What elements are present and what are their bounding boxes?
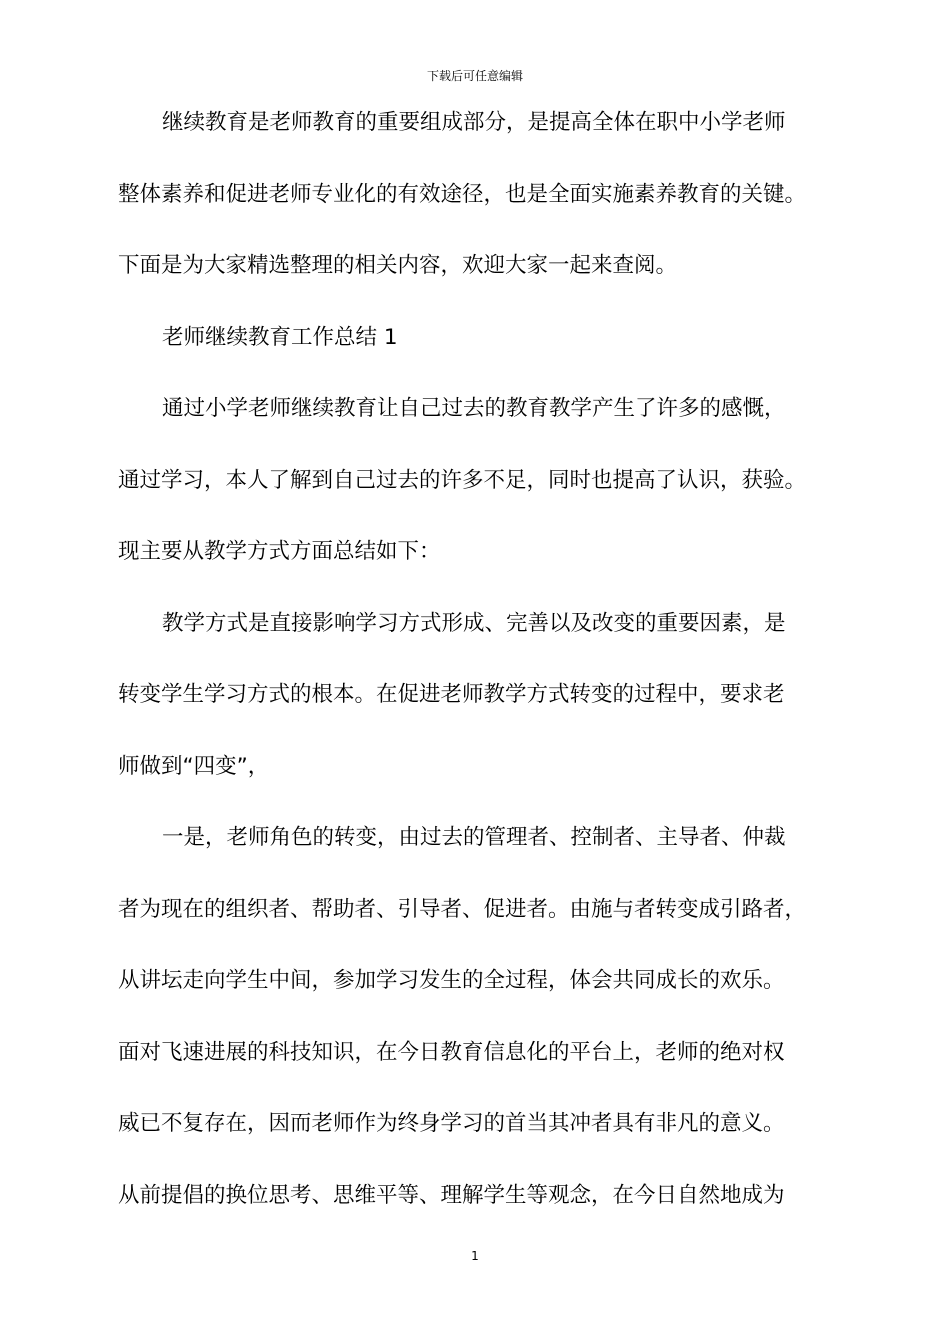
- paragraph-line: 整体素养和促进老师专业化的有效途径，也是全面实施素养教育的关键。: [118, 181, 807, 207]
- paragraph-line: 威已不复存在，因而老师作为终身学习的首当其冲者具有非凡的意义。: [118, 1111, 785, 1136]
- paragraph-line: 一是，老师角色的转变，由过去的管理者、控制者、主导者、仲裁: [162, 825, 786, 850]
- paragraph-line: 转变学生学习方式的根本。在促进老师教学方式转变的过程中，要求老: [118, 682, 785, 707]
- paragraph-line: 教学方式是直接影响学习方式形成、完善以及改变的重要因素，是: [162, 610, 786, 636]
- paragraph-line: 者为现在的组织者、帮助者、引导者、促进者。由施与者转变成引路者，: [118, 896, 807, 922]
- paragraph-line: 师做到“四变”，: [118, 753, 270, 779]
- paragraph-line: 继续教育是老师教育的重要组成部分，是提高全体在职中小学老师: [162, 110, 786, 135]
- paragraph-line: 从前提倡的换位思考、思维平等、理解学生等观念，在今日自然地成为: [118, 1182, 785, 1208]
- paragraph-line: 面对飞速进展的科技知识，在今日教育信息化的平台上，老师的绝对权: [118, 1039, 785, 1065]
- paragraph-line: 从讲坛走向学生中间，参加学习发生的全过程，体会共同成长的欢乐。: [118, 968, 785, 993]
- page-number: 1: [471, 1249, 479, 1263]
- page-header: 下载后可任意编辑: [426, 69, 523, 83]
- document-body: [118, 105, 832, 1249]
- paragraph-line: 下面是为大家精选整理的相关内容，欢迎大家一起来查阅。: [118, 253, 678, 278]
- paragraph-line: 通过学习，本人了解到自己过去的许多不足，同时也提高了认识，获验。: [118, 467, 807, 493]
- section-heading: 老师继续教育工作总结 1: [162, 324, 398, 350]
- paragraph-line: 通过小学老师继续教育让自己过去的教育教学产生了许多的感慨，: [162, 396, 786, 421]
- paragraph-line: 现主要从教学方式方面总结如下：: [118, 539, 441, 564]
